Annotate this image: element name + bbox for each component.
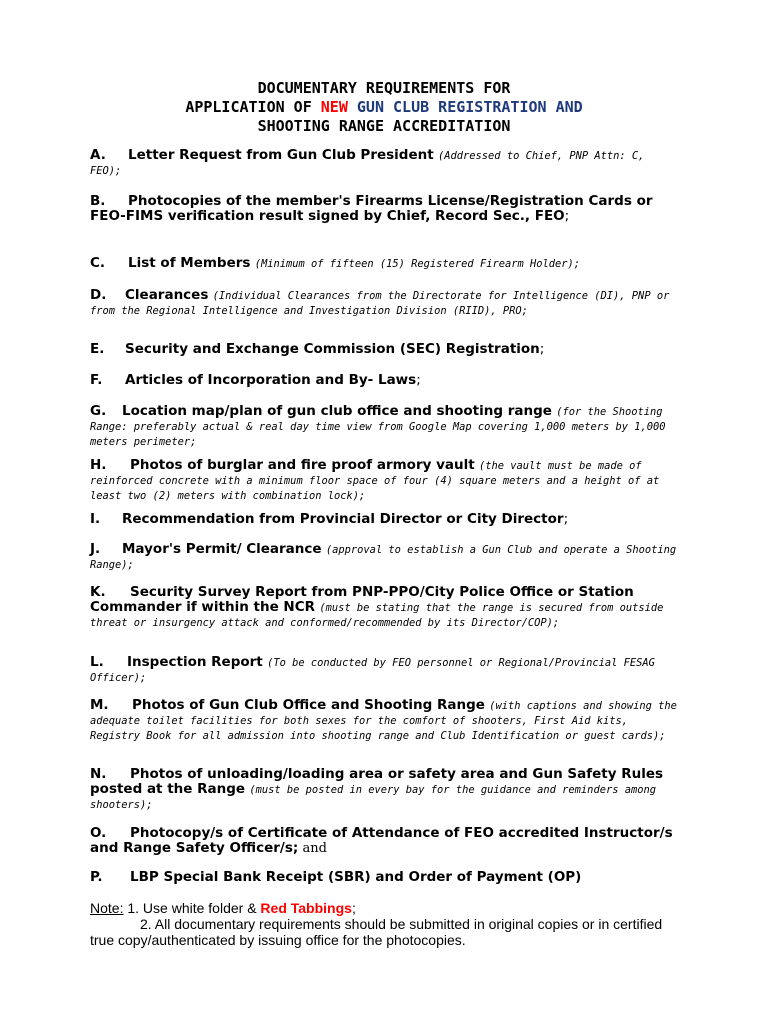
requirement-note: (for the Shooting Range: preferably actual & real day time view from Google Map covering 1,000 meters by 1,000 meters perimeter; [90,406,666,448]
requirement-item [90,542,680,572]
requirement-label: Security and Exchange Commission (SEC) Registration [125,341,540,357]
note-red-tabbings: Red Tabbings [260,900,352,916]
requirement-label: List of Members [128,255,251,271]
requirement-label: Photos of burglar and fire proof armory vault [130,457,475,473]
requirement-item [90,767,680,812]
requirement-item [90,373,680,388]
footnote-line-1 [90,900,670,916]
note-line1-suffix: ; [351,900,356,916]
requirement-note: (Individual Clearances from the Directorate for Intelligence (DI), PNP or from the Regional Intelligence and Investigation Division (RIID), PRO; [90,290,670,317]
requirement-item [90,698,680,743]
requirement-note: (must be stating that the range is secured from outside threat or insurgency attack and conformed/recommended by its Director/COP); [90,602,664,629]
requirement-letter: D. [90,287,107,303]
title-prefix: APPLICATION OF [185,98,321,116]
requirement-item [90,148,680,178]
requirement-note: (with captions and showing the adequate toilet facilities for both sexes for the comfort of shooters, First Aid kits, Registry Book for all admission into shooting range and Club Identification or guest cards); [90,700,677,742]
requirement-letter: A. [90,147,106,163]
requirement-label: Location map/plan of gun club office and shooting range [122,403,552,419]
document-title-line-2 [0,97,768,117]
requirement-note: (Addressed to Chief, PNP Attn: C, FEO); [90,150,645,177]
footnote [90,900,670,948]
requirement-suffix: ; [416,372,421,388]
requirement-item [90,512,680,527]
requirement-label: LBP Special Bank Receipt (SBR) and Order of Payment (OP) [130,869,582,885]
document-title-line-3: SHOOTING RANGE ACCREDITATION [257,117,511,135]
requirement-letter: H. [90,457,107,473]
requirement-item [90,585,680,630]
requirement-label: Security Survey Report from PNP-PPO/City Police Office or Station Commander if within the NCR [90,584,634,615]
requirement-label: Photos of Gun Club Office and Shooting Range [132,697,485,713]
requirement-label: Recommendation from Provincial Director or City Director [122,511,564,527]
requirement-item [90,870,680,885]
title-suffix: GUN CLUB REGISTRATION AND [347,98,583,116]
requirement-letter: G. [90,403,107,419]
requirement-label: Photos of unloading/loading area or safety area and Gun Safety Rules posted at the Range [90,766,664,797]
document-title-line-1: DOCUMENTARY REQUIREMENTS FOR [257,79,511,97]
requirement-note: (must be posted in every bay for the guidance and reminders among shooters); [90,784,656,811]
requirement-item [90,256,680,271]
requirement-label: Articles of Incorporation and By- Laws [125,372,417,388]
requirement-note: (Minimum of fifteen (15) Registered Firearm Holder); [254,258,581,270]
requirement-label: Photocopies of the member's Firearms License/Registration Cards or FEO-FIMS verification result signed by Chief, Record Sec., FEO [90,193,653,224]
requirement-letter: B. [90,193,106,209]
requirement-suffix: and [302,841,327,856]
requirement-label: Letter Request from Gun Club President [128,147,434,163]
requirement-item [90,288,680,318]
requirement-label: Photocopy/s of Certificate of Attendance of FEO accredited Instructor/s and Range Safety Officer/s; [90,825,673,856]
requirement-letter: N. [90,766,107,782]
requirement-letter: M. [90,697,109,713]
requirement-note: (approval to establish a Gun Club and operate a Shooting Range); [90,544,677,571]
requirement-letter: C. [90,255,106,271]
requirement-item [90,404,680,449]
requirement-suffix: ; [563,511,569,527]
requirement-letter: P. [90,869,103,885]
requirement-label: Clearances [125,287,209,303]
requirement-item [90,342,680,357]
note-label: Note: [90,900,124,916]
requirement-letter: I. [90,511,101,527]
requirement-suffix: ; [539,341,545,357]
requirement-note: (To be conducted by FEO personnel or Regional/Provincial FESAG Officer); [90,657,655,684]
requirement-suffix: ; [564,208,570,224]
requirement-item [90,194,680,224]
requirement-note: (the vault must be made of reinforced concrete with a minimum floor space of four (4) square meters and a height of at least two (2) meters with combination lock); [90,460,660,502]
requirement-item [90,826,680,856]
requirement-letter: L. [90,654,104,670]
requirement-letter: O. [90,825,107,841]
requirement-letter: K. [90,584,106,600]
note-line1-prefix: 1. Use white folder & [123,900,261,916]
requirement-item [90,458,680,503]
requirement-letter: E. [90,341,105,357]
title-new-word: NEW [320,98,348,116]
footnote-line-2: 2. All documentary requirements should be submitted in original copies or in certified true copy/authenticated by issuing office for the photocopies. [90,916,663,948]
requirement-label: Inspection Report [127,654,263,670]
requirement-item [90,655,680,685]
requirement-letter: F. [90,372,103,388]
requirement-letter: J. [90,541,101,557]
requirement-label: Mayor's Permit/ Clearance [122,541,322,557]
